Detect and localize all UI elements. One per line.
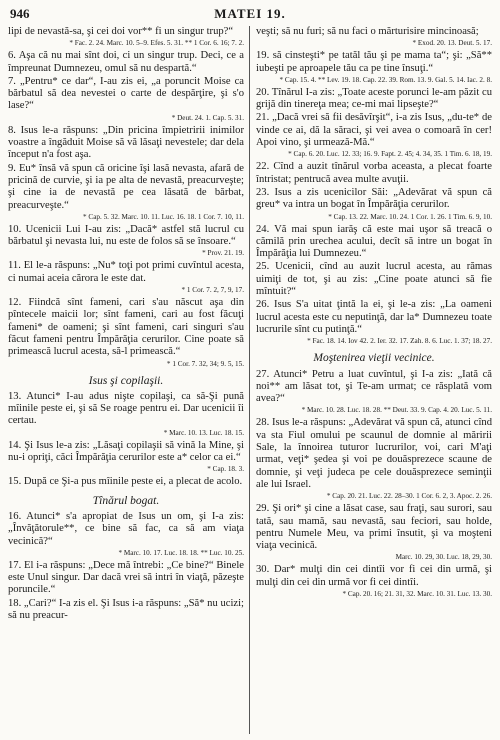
cross-reference: * 1 Cor. 7. 2, 7, 9, 17. <box>181 286 244 295</box>
cross-reference: * Cap. 6. 20. Luc. 12. 33; 16. 9. Fapt. 2. 45; 4. 34, 35. 1 Tim. 6. 18, 19. <box>288 150 492 159</box>
cross-reference: * Deut. 24. 1. Cap. 5. 31. <box>171 113 244 122</box>
verse: 13. Atunci* I-au adus nişte copilaşi, ca să-Şi pună mîinile peste ei, şi să Se roage pentru ei. Dar ucenicii îi certau. <box>8 390 244 427</box>
verse: veşti; să nu furi; să nu faci o mărturisire mincinoasă; <box>256 26 479 37</box>
page-number: 946 <box>10 6 30 21</box>
section-heading: Moştenirea vieţii vecinice. <box>313 352 435 365</box>
verse: 15. După ce Şi-a pus mîinile peste ei, a plecat de acolo. <box>8 476 243 488</box>
cross-reference: * Fac. 2. 24. Marc. 10. 5–9. Efes. 5. 31. ** 1 Cor. 6. 16; 7. 2. <box>69 39 244 48</box>
verse: 28. Isus le-a răspuns: „Adevărat vă spun că, atunci cînd va sta Fiul omului pe scaunul de domnie al măririi Sale, la înnoirea tuturor lucrurilor, voi, cari M'aţi urmat, veţi* şedea şi voi pe douăsprezece scaune de domnie, şi veţi judeca pe cele douăsprezece seminţii ale lui Israel. <box>256 417 492 490</box>
verse: 14. Şi Isus le-a zis: „Lăsaţi copilaşii să vină la Mine, şi nu-i opriţi, căci Împărăţia cerurilor este a* celor ca ei.“ <box>8 439 244 464</box>
page-header <box>10 6 490 24</box>
verse: 23. Isus a zis ucenicilor Săi: „Adevărat vă spun că greu* va intra un bogat în Împărăţia cerurilor. <box>256 186 492 211</box>
cross-reference: * Cap. 20. 21. Luc. 22. 28–30. 1 Cor. 6. 2, 3. Apoc. 2. 26. <box>326 492 492 501</box>
verse: 24. Vă mai spun iarăş că este mai uşor să treacă o cămilă prin urechea acului, decît să intre un bogat în Împărăţia lui Dumnezeu.“ <box>256 223 492 260</box>
cross-reference: * Cap. 13. 22. Marc. 10. 24. 1 Cor. 1. 26. 1 Tim. 6. 9, 10. <box>328 212 492 221</box>
cross-reference: Marc. 10. 29, 30. Luc. 18, 29, 30. <box>395 553 492 562</box>
verse: 8. Isus le-a răspuns: „Din pricina împietririi inimilor voastre a îngăduit Moise să vă lăsaţi nevestele; dar dela început n'a fost aşa. <box>8 124 244 161</box>
right-column <box>256 26 492 601</box>
cross-reference: * 1 Cor. 7. 32, 34; 9. 5, 15. <box>166 359 244 368</box>
cross-reference: * Cap. 18. 3. <box>207 465 244 474</box>
verse: 26. Isus S'a uitat ţintă la ei, şi le-a zis: „La oameni lucrul acesta este cu neputinţă, dar la* Dumnezeu toate lucrurile sînt cu putinţă.“ <box>256 299 492 335</box>
verse: 29. Şi ori* şi cine a lăsat case, sau fraţi, sau surori, sau tată, sau mamă, sau nevastă, sau feciori, sau holde, pentru Numele Meu, va primi însutit, şi va moşteni viaţa vecinică. <box>256 503 492 552</box>
cross-reference: * Marc. 10. 28. Luc. 18. 28. ** Deut. 33. 9. Cap. 4. 20. Luc. 5. 11. <box>301 406 492 415</box>
verse: 6. Aşa că nu mai sînt doi, ci un singur trup. Deci, ce a împreunat Dumnezeu, omul să nu despartă.“ <box>8 50 244 74</box>
verse: 12. Fiindcă sînt fameni, cari s'au născut aşa din pîntecele maicii lor; sînt fameni, cari au fost făcuţi fameni* de oameni; şi sînt fameni, cari singuri s'au făcut fameni pentru Împărăţia cerurilor. Cine poate să primească lucrul acesta, să-l primească.“ <box>8 297 244 358</box>
section-heading: Isus şi copilaşii. <box>88 374 164 387</box>
cross-reference: * Marc. 10. 17. Luc. 18. 18. ** Luc. 10. 25. <box>118 548 244 557</box>
verse: 25. Ucenicii, cînd au auzit lucrul acesta, au rămas uimiţi de tot, şi au zis: „Cine poate atunci să fie mîntuit?“ <box>256 261 492 298</box>
cross-reference: * Fac. 18. 14. Iov 42. 2. Ier. 32. 17. Zah. 8. 6. Luc. 1. 37; 18. 27. <box>307 337 492 346</box>
verse: 27. Atunci* Petru a luat cuvîntul, şi I-a zis: „Iată că noi** am lăsat tot, şi Te-am urmat; ce răsplată vom avea?“ <box>256 368 492 405</box>
cross-reference: * Marc. 10. 13. Luc. 18. 15. <box>163 428 244 437</box>
section-heading: Tînărul bogat. <box>92 494 160 507</box>
verse: 16. Atunci* s'a apropiat de Isus un om, şi I-a zis: „Învăţătorule**, ce bine să fac, ca să am viaţa vecinică?“ <box>8 510 244 547</box>
verse: 22. Cînd a auzit tînărul vorba aceasta, a plecat foarte întristat; pentrucă avea multe avuţii. <box>256 161 492 185</box>
cross-reference: * Exod. 20. 13. Deut. 5. 17. <box>412 39 492 48</box>
verse: lipi de nevastă-sa, şi cei doi vor** fi un singur trup?“ <box>8 26 234 37</box>
verse: 30. Dar* mulţi din cei dintîi vor fi cei din urmă, şi mulţi din cei din urmă vor fi cei dintîi. <box>256 564 492 588</box>
page-title: MATEI 19. <box>214 6 286 21</box>
verse: 10. Ucenicii Lui I-au zis: „Dacă* astfel stă lucrul cu bărbatul şi nevasta lui, nu este de folos să se însoare.“ <box>8 223 244 248</box>
verse: 7. „Pentru* ce dar“, I-au zis ei, „a poruncit Moise ca bărbatul să dea nevestei o carte de despărţire, şi s'o lase?“ <box>8 75 244 112</box>
cross-reference: * Cap. 5. 32. Marc. 10. 11. Luc. 16. 18. 1 Cor. 7. 10, 11. <box>83 212 244 221</box>
verse: 18. „Cari?“ I-a zis el. Şi Isus i-a răspuns: „Să* nu ucizi; să nu preacur- <box>8 597 244 621</box>
cross-reference: * Prov. 21. 19. <box>202 249 244 258</box>
verse: 11. El le-a răspuns: „Nu* toţi pot primi cuvîntul acesta, ci numai aceia cărora le este dat. <box>8 260 244 284</box>
left-column <box>8 26 244 623</box>
verse: 20. Tînărul I-a zis: „Toate aceste porunci le-am păzit cu grijă din tinereţa mea; ce-mi mai lipseşte?“ <box>256 86 492 111</box>
verse: 9. Eu* însă vă spun că oricine îşi lasă nevasta, afară de pricină de curvie, şi ia pe alta de nevastă, preacurveşte; şi cine ia de nevastă pe cea lăsată de bărbat, preacurveşte.“ <box>8 162 244 211</box>
verse: 19. să cinsteşti* pe tatăl tău şi pe mama ta“; şi: „Să** iubeşti pe aproapele tău ca pe tine însuţi.“ <box>256 50 492 74</box>
cross-reference: * Cap. 20. 16; 21. 31, 32. Marc. 10. 31. Luc. 13. 30. <box>342 589 492 598</box>
verse: 17. El i-a răspuns: „Dece mă întrebi: „Ce bine?“ Binele este Unul singur. Dar dacă vrei să intri în viaţă, păzeşte poruncile.“ <box>8 559 244 596</box>
verse: 21. „Dacă vrei să fii desăvîrşit“, i-a zis Isus, „du-te* de vinde ce ai, dă la săraci, şi vei avea o comoară în cer! Apoi vino, şi urmează-Mă.“ <box>256 112 492 149</box>
column-divider <box>249 26 250 734</box>
cross-reference: * Cap. 15. 4. ** Lev. 19. 18. Cap. 22. 39. Rom. 13. 9. Gal. 5. 14. Iac. 2. 8. <box>279 75 492 84</box>
